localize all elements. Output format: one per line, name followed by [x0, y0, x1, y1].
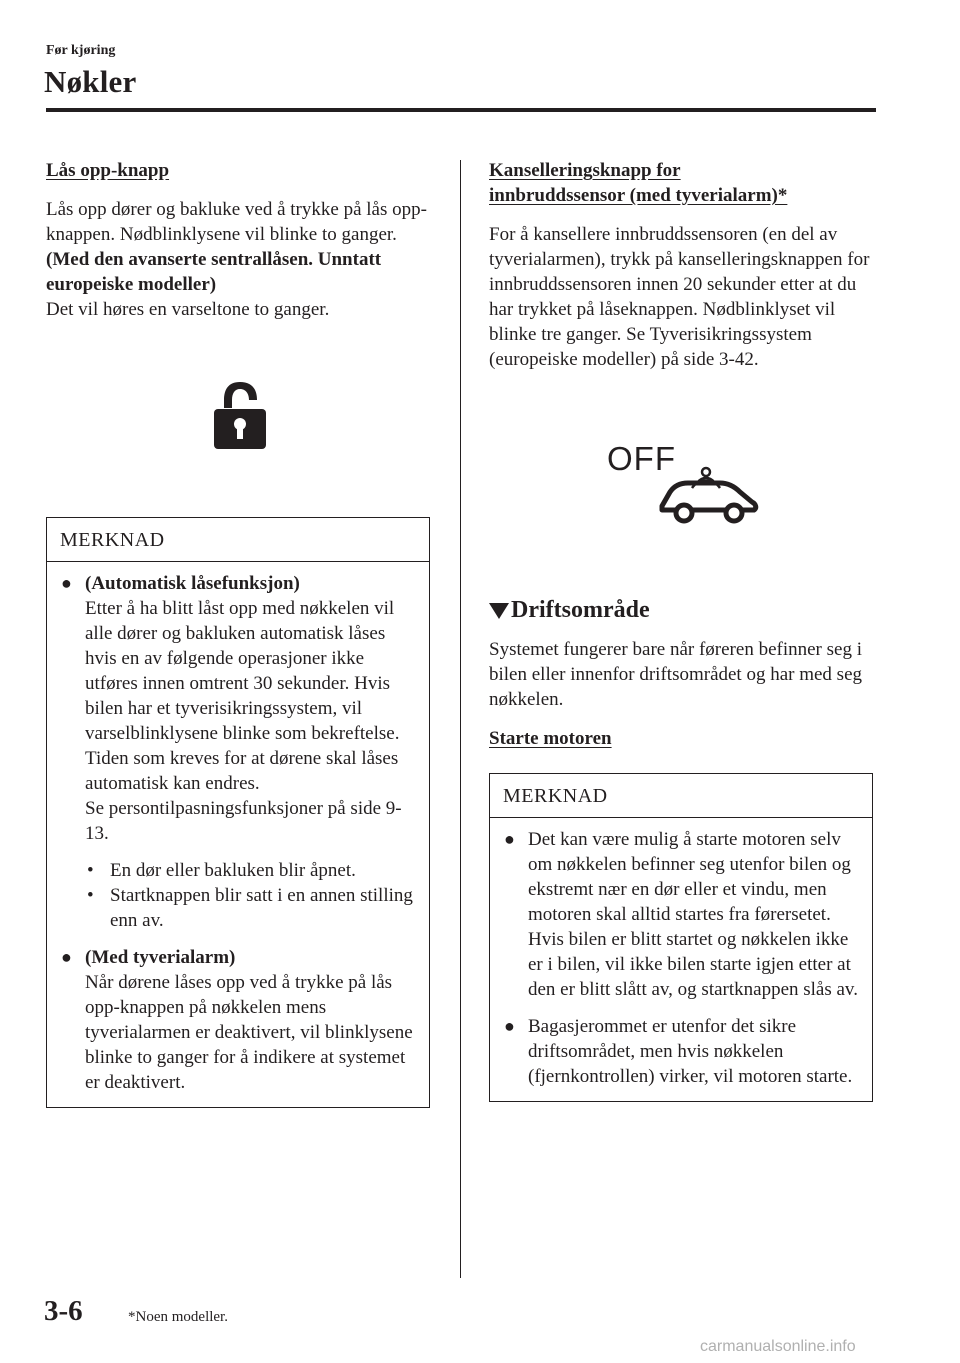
watermark: carmanualsonline.info: [700, 1338, 856, 1355]
cancel-paragraph: For å kansellere innbruddssensoren (en del av tyverialarmen), trykk på kanselleringsknappen for innbruddssensoren innen 20 sekunder etter at du har trykket på låseknappen. Nødblinklyset vil blinke tre ganger. Se Tyverisikringssystem (europeiske modeller) på side 3-42.: [489, 224, 870, 370]
note-item: [502, 1014, 860, 1089]
note-item-text: Det kan være mulig å starte motoren selv om nøkkelen befinner seg utenfor bilen og ekstremt nær en dør eller et vindu, men motoren skal alltid startes fra førersetet.: [528, 829, 851, 925]
intrusion-off-figure: [489, 372, 879, 598]
left-column: [46, 158, 436, 1108]
note-item-text: Etter å ha blitt låst opp med nøkkelen vil alle dører og bakluken automatisk låses hvis en av følgende operasjoner ikke utføres innen omtrent 30 sekunder. Hvis bilen har et tyverisikringssystem, vil varselblinklysene blinke som bekreftelse.: [85, 598, 400, 744]
page-title: Nøkler: [44, 64, 137, 99]
note-item: [502, 827, 860, 1002]
cancel-heading-line2: innbruddssensor (med tyverialarm)*: [489, 185, 788, 206]
note-item-title: (Automatisk låsefunksjon): [85, 573, 300, 594]
note-heading: MERKNAD: [490, 774, 872, 818]
note-heading: MERKNAD: [47, 518, 429, 562]
cancel-heading-line1: Kanselleringsknapp for: [489, 160, 681, 181]
note-item-text: Hvis bilen er blitt startet og nøkkelen ikke er i bilen, vil ikke bilen starte igjen etter at den er blitt slått av, og startknappen slås av.: [528, 929, 858, 1000]
bullet-dot: ●: [504, 1016, 515, 1036]
title-rule: [46, 108, 876, 112]
note-box-left: [46, 517, 430, 1108]
note-item-text: Bagasjerommet er utenfor det sikre driftsområdet, men hvis nøkkelen (fjernkontrollen) virker, vil motoren starte.: [528, 1016, 853, 1087]
sub-list-item: • En dør eller bakluken blir åpnet.: [87, 860, 356, 881]
note-item-text: Tiden som kreves for at dørene skal låses automatisk kan endres.: [85, 748, 399, 794]
range-heading: Driftsområde: [489, 598, 879, 623]
off-label: OFF: [607, 440, 676, 477]
bullet-dot: ●: [61, 573, 72, 593]
note-item-title: (Med tyverialarm): [85, 947, 236, 968]
intrusion-sensor-icon: [654, 458, 764, 528]
note-item: [59, 571, 417, 933]
note-item-text: Når dørene låses opp ved å trykke på lås opp-knappen på nøkkelen mens tyverialarmen er deaktivert, vil blinklysene blinke to ganger for å indikere at systemet er deaktivert.: [85, 972, 413, 1093]
right-column: [489, 158, 879, 1102]
note-item-text: Se persontilpasningsfunksjoner på side 9-13.: [85, 798, 402, 844]
footnote: *Noen modeller.: [128, 1309, 228, 1325]
sub-list-item: • Startknappen blir satt i en annen stilling enn av.: [87, 885, 413, 931]
unlock-paragraph-2: Det vil høres en varseltone to ganger.: [46, 299, 330, 320]
bullet-dot: ●: [504, 829, 515, 849]
note-box-right: [489, 773, 873, 1102]
section-label: Før kjøring: [46, 43, 116, 58]
unlock-heading: Lås opp-knapp: [46, 160, 170, 181]
triangle-marker-icon: [489, 603, 509, 619]
unlock-icon: [46, 322, 436, 517]
range-paragraph: Systemet fungerer bare når føreren befinner seg i bilen eller innenfor driftsområdet og har med seg nøkkelen.: [489, 639, 863, 710]
bullet-dot: ●: [61, 947, 72, 967]
note-item: [59, 945, 417, 1095]
padlock-open-icon: [210, 374, 270, 454]
unlock-paragraph: Lås opp dører og bakluke ved å trykke på lås opp-knappen. Nødblinklysene vil blinke to ganger.: [46, 199, 427, 245]
start-heading: Starte motoren: [489, 728, 612, 749]
column-divider: [460, 160, 461, 1278]
page-number: 3-6: [44, 1295, 83, 1327]
unlock-bold-note: (Med den avanserte sentrallåsen. Unntatt europeiske modeller): [46, 249, 382, 295]
